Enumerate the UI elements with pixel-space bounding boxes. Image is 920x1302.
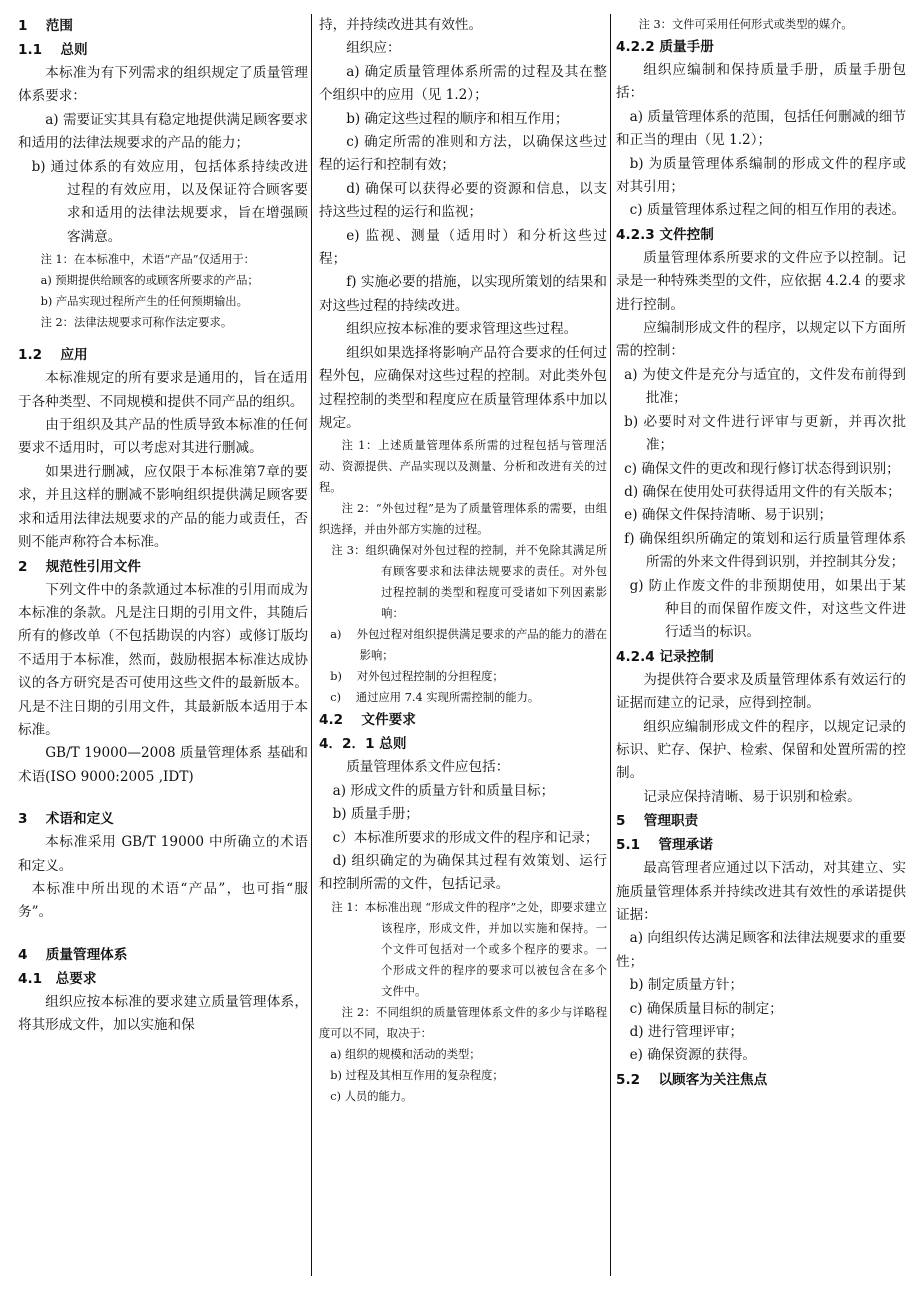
paragraph: a) 形成文件的质量方针和质量目标； bbox=[332, 782, 555, 799]
paragraph: b) 质量手册； bbox=[332, 806, 419, 823]
paragraph: a) 为使文件是充分与适宜的，文件发布前得到批准； bbox=[624, 366, 906, 407]
column-divider-2 bbox=[610, 14, 611, 1276]
note-text: 注 2：“外包过程”是为了质量管理体系的需要，由组织选择，并由外部方实施的过程。 bbox=[319, 502, 607, 537]
note-text: 注 2：法律法规要求可称作法定要求。 bbox=[40, 316, 233, 330]
note-text: 注 3：文件可采用任何形式或类型的媒介。 bbox=[638, 18, 853, 31]
paragraph: 组织应按本标准的要求管理这些过程。 bbox=[346, 321, 578, 338]
paragraph: f) 确保组织所确定的策划和运行质量管理体系所需的外来文件得到识别，并控制其分发； bbox=[624, 530, 906, 571]
paragraph: 记录应保持清晰、易于识别和检索。 bbox=[643, 788, 861, 805]
paragraph: b) 通过体系的有效应用，包括体系持续改进过程的有效应用，以及保证符合顾客要求和适用的法律法规要求，旨在增强顾客满意。 bbox=[31, 158, 308, 245]
section-heading: 1 范围 bbox=[18, 18, 73, 34]
paragraph: d) 确保在使用处可获得适用文件的有关版本； bbox=[624, 483, 901, 500]
note-text: a) 组织的规模和活动的类型； bbox=[330, 1047, 481, 1061]
paragraph: 组织应编制形成文件的程序，以规定记录的标识、贮存、保护、检索、保留和处置所需的控制。 bbox=[616, 718, 906, 782]
paragraph: 本标准采用 GB/T 19000 中所确立的术语和定义。 bbox=[18, 834, 308, 874]
paragraph: b) 确定这些过程的顺序和相互作用； bbox=[346, 110, 569, 127]
note-text: 注 1：上述质量管理体系所需的过程包括与管理活动、资源提供、产品实现以及测量、分析和改进有关的过程。 bbox=[319, 439, 607, 495]
paragraph: a) 确定质量管理体系所需的过程及其在整个组织中的应用（见 1.2）； bbox=[319, 63, 607, 104]
section-heading: 4 质量管理体系 bbox=[18, 946, 128, 963]
section-heading: 4.1 总要求 bbox=[18, 970, 97, 987]
paragraph: 质量管理体系文件应包括： bbox=[346, 759, 510, 776]
paragraph: 下列文件中的条款通过本标准的引用而成为本标准的条款。凡是注日期的引用文件，其随后所有的修改单（不包括勘误的内容）或修订版均不适用于本标准，然而，鼓励根据本标准达成协议的各方研究是否可使用这些文件的最新版本。凡是不注日期的引用文件，其最新版本适用于本标准。 bbox=[18, 581, 308, 738]
note-text: 注 2：不同组织的质量管理体系文件的多少与详略程度可以不同，取决于： bbox=[319, 1005, 607, 1040]
note-text: 注 3：组织确保对外包过程的控制，并不免除其满足所有顾客要求和法律法规要求的责任。对外包过程控制的类型和程度可受诸如下列因素影响： bbox=[331, 544, 607, 621]
paragraph: 最高管理者应通过以下活动，对其建立、实施质量管理体系并持续改进其有效性的承诺提供证据： bbox=[616, 860, 906, 923]
section-heading: 4.2.3 文件控制 bbox=[616, 226, 714, 243]
paragraph: d) 组织确定的为确保其过程有效策划、运行和控制所需的文件，包括记录。 bbox=[319, 852, 607, 893]
paragraph: 为提供符合要求及质量管理体系有效运行的证据而建立的记录，应得到控制。 bbox=[616, 671, 906, 712]
paragraph: d) 确保可以获得必要的资源和信息，以支持这些过程的运行和监视； bbox=[319, 180, 607, 221]
paragraph: c) 确保文件的更改和现行修订状态得到识别； bbox=[624, 460, 900, 477]
paragraph: a) 需要证实其具有稳定地提供满足顾客要求和适用的法律法规要求的产品的能力； bbox=[18, 111, 308, 152]
note-text: b) 对外包过程控制的分担程度； bbox=[330, 670, 504, 684]
section-heading: 5.1 管理承诺 bbox=[616, 837, 713, 854]
paragraph: b) 制定质量方针； bbox=[629, 977, 744, 994]
text-column-2 bbox=[319, 14, 607, 1107]
text-column-3 bbox=[616, 14, 906, 1092]
note-text: c) 通过应用 7.4 实现所需控制的能力。 bbox=[330, 691, 540, 705]
paragraph: GB/T 19000—2008 质量管理体系 基础和术语(ISO 9000:2005 ,IDT) bbox=[18, 745, 308, 785]
section-heading: 4．2．1 总则 bbox=[319, 736, 407, 753]
note-text: a) 外包过程对组织提供满足要求的产品的能力的潜在影响； bbox=[330, 628, 607, 663]
paragraph: c）本标准所要求的形成文件的程序和记录； bbox=[332, 829, 599, 846]
paragraph: f) 实施必要的措施，以实现所策划的结果和对这些过程的持续改进。 bbox=[319, 274, 607, 314]
paragraph: b) 为质量管理体系编制的形成文件的程序或对其引用； bbox=[616, 155, 906, 196]
note-text: c) 人员的能力。 bbox=[330, 1089, 413, 1103]
note-text: a) 预期提供给顾客的或顾客所要求的产品； bbox=[40, 274, 259, 288]
paragraph: 如果进行删减，应仅限于本标准第7章的要求，并且这样的删减不影响组织提供满足顾客要求和适用法律法规要求的产品的能力或责任，否则不能声称符合本标准。 bbox=[18, 463, 308, 551]
note-text: b) 产品实现过程所产生的任何预期输出。 bbox=[40, 295, 248, 309]
paragraph: a) 质量管理体系的范围，包括任何删减的细节和正当的理由（见 1.2）； bbox=[616, 108, 906, 149]
spacer bbox=[18, 333, 308, 343]
paragraph: 本标准规定的所有要求是通用的，旨在适用于各种类型、不同规模和提供不同产品的组织。 bbox=[18, 370, 308, 410]
note-text: b) 过程及其相互作用的复杂程度； bbox=[330, 1068, 504, 1082]
section-heading: 4.2.4 记录控制 bbox=[616, 648, 714, 665]
paragraph: 质量管理体系所要求的文件应予以控制。记录是一种特殊类型的文件，应依据 4.2.4 的要求进行控制。 bbox=[616, 249, 906, 313]
paragraph: 由于组织及其产品的性质导致本标准的任何要求不适用时，可以考虑对其进行删减。 bbox=[18, 417, 308, 457]
paragraph: 持，并持续改进其有效性。 bbox=[319, 17, 483, 33]
paragraph: c) 质量管理体系过程之间的相互作用的表述。 bbox=[629, 202, 906, 219]
paragraph: g) 防止作废文件的非预期使用，如果出于某种目的而保留作废文件，对这些文件进行适当的标识。 bbox=[629, 577, 906, 641]
column-divider-1 bbox=[311, 14, 312, 1276]
paragraph: e) 确保资源的获得。 bbox=[629, 1047, 757, 1064]
text-column-1 bbox=[18, 14, 308, 1038]
paragraph: 组织应按本标准的要求建立质量管理体系，将其形成文件，加以实施和保 bbox=[18, 993, 308, 1034]
paragraph: 应编制形成文件的程序，以规定以下方面所需的控制： bbox=[616, 320, 906, 360]
section-heading: 5.2 以顾客为关注焦点 bbox=[616, 1071, 768, 1088]
paragraph: 组织应： bbox=[346, 40, 401, 57]
paragraph: 组织应编制和保持质量手册，质量手册包括： bbox=[616, 62, 906, 102]
section-heading: 4.2 文件要求 bbox=[319, 712, 416, 729]
section-heading: 2 规范性引用文件 bbox=[18, 558, 141, 575]
note-text: 注 1：在本标准中，术语“产品”仅适用于： bbox=[40, 253, 255, 267]
section-heading: 4.2.2 质量手册 bbox=[616, 39, 714, 55]
paragraph: c) 确定所需的准则和方法，以确保这些过程的运行和控制有效； bbox=[319, 134, 607, 174]
paragraph: b) 必要时对文件进行评审与更新，并再次批准； bbox=[624, 413, 906, 454]
section-heading: 3 术语和定义 bbox=[18, 811, 114, 828]
section-heading: 5 管理职责 bbox=[616, 813, 699, 830]
spacer bbox=[18, 925, 308, 943]
paragraph: 组织如果选择将影响产品符合要求的任何过程外包，应确保对这些过程的控制。对此类外包过程控制的类型和程度应在质量管理体系中加以规定。 bbox=[319, 344, 607, 431]
section-heading: 1.2 应用 bbox=[18, 347, 88, 364]
paragraph: d) 进行管理评审； bbox=[629, 1024, 744, 1041]
section-heading: 1.1 总则 bbox=[18, 42, 88, 58]
paragraph: e) 监视、测量（适用时）和分析这些过程； bbox=[319, 227, 607, 268]
paragraph: c) 确保质量目标的制定； bbox=[629, 1000, 783, 1017]
spacer bbox=[18, 789, 308, 807]
paragraph: 本标准为有下列需求的组织规定了质量管理体系要求： bbox=[18, 65, 308, 105]
note-text: 注 1：本标准出现 “形成文件的程序”之处，即要求建立该程序，形成文件，并加以实施和保持。一个文件可包括对一个或多个程序的要求。一个形成文件的程序的要求可以被包含在多个文件中。 bbox=[331, 900, 607, 998]
paragraph: 本标准中所出现的术语“产品”，也可指“服务”。 bbox=[18, 880, 308, 921]
paragraph: e) 确保文件保持清晰、易于识别； bbox=[624, 507, 833, 524]
paragraph: a) 向组织传达满足顾客和法律法规要求的重要性； bbox=[616, 930, 906, 970]
